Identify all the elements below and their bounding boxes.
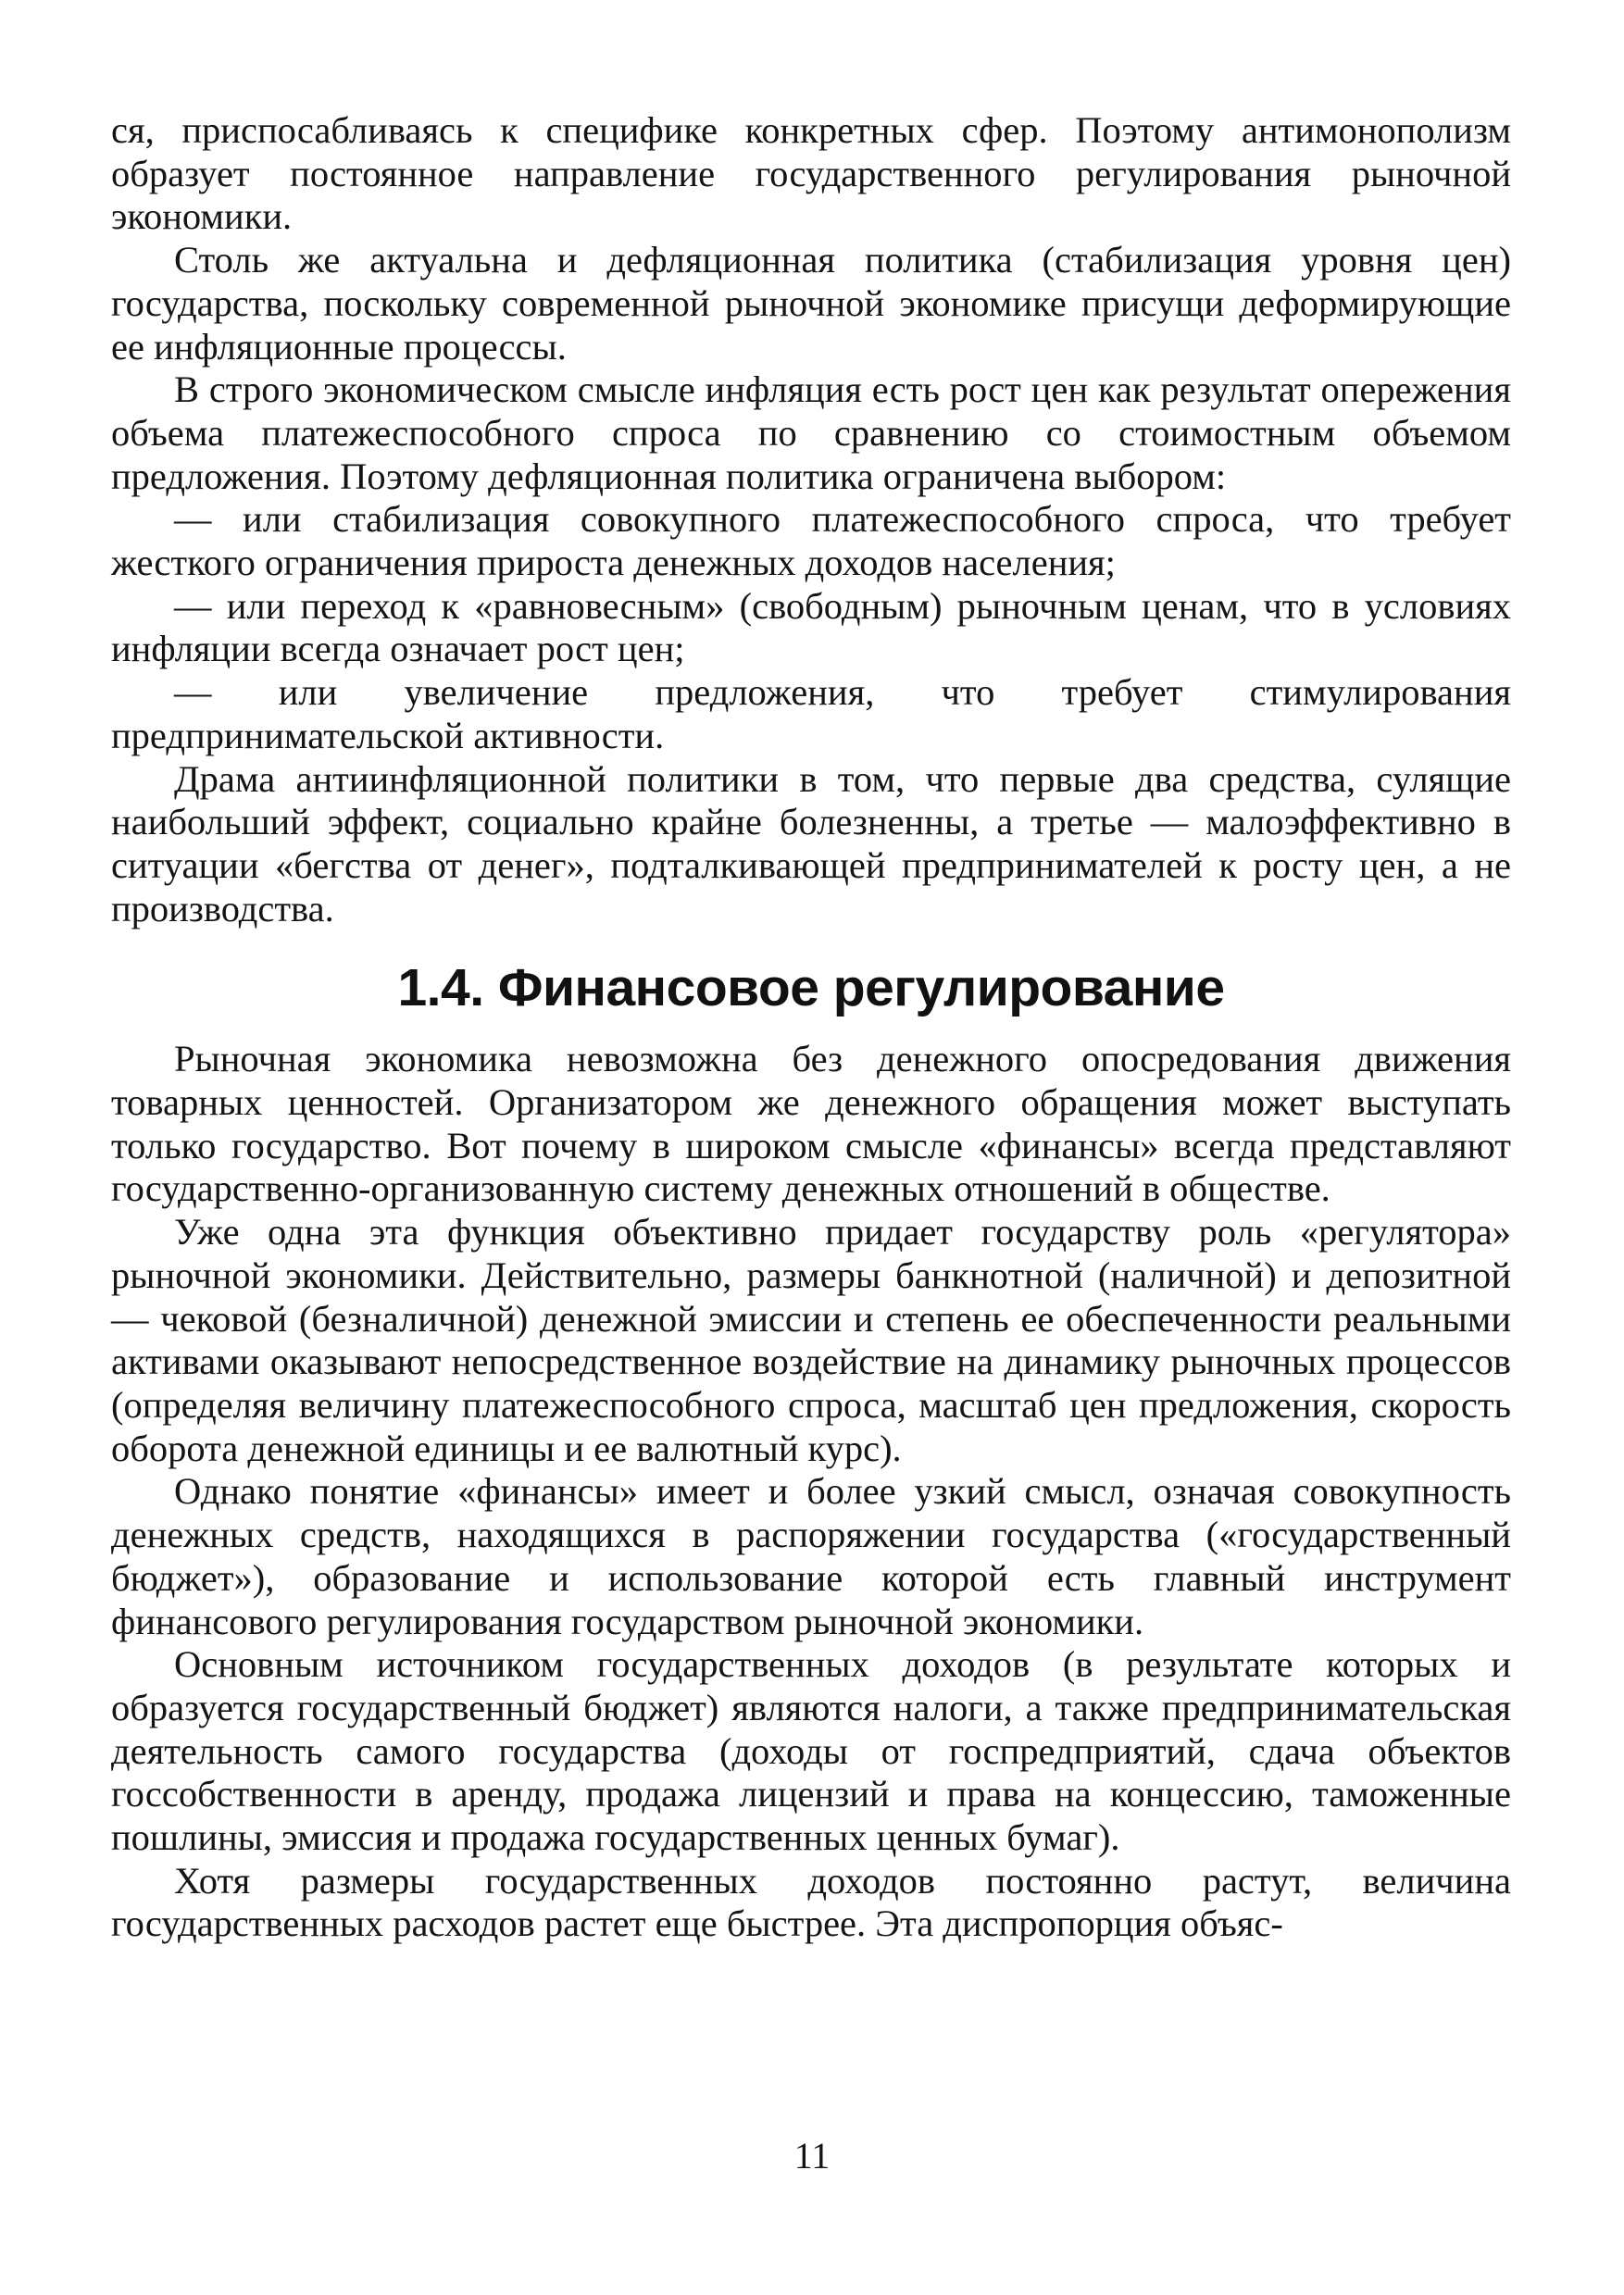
paragraph: В строго экономическом смысле инфляция есть рост цен как результат опережения объема платежеспособного спроса по сравнению со стоимостным объемом предложения. Поэтому дефляционная политика ограничена выбором: [111,368,1511,497]
paragraph: Рыночная экономика невозможна без денежного опосредования движения товарных ценностей. Организатором же денежного обращения может выступать только государство. Вот почему в широком смысле «финансы» всегда представляют государственно-организованную систему денежных отношений в обществе. [111,1038,1511,1210]
list-item: — или увеличение предложения, что требует стимулирования предпринимательской активности. [111,671,1511,756]
list-item: — или переход к «равновесным» (свободным) рыночным ценам, что в условиях инфляции всегда означает рост цен; [111,584,1511,670]
paragraph: Столь же актуальна и дефляционная политика (стабилизация уровня цен) государства, поскольку современной рыночной экономике присущи деформирующие ее инфляционные процессы. [111,239,1511,368]
paragraph: Основным источником государственных доходов (в результате которых и образуется государственный бюджет) являются налоги, а также предпринимательская деятельность самого государства (доходы от госпредприятий, сдача объектов госсобственности в аренду, продажа лицензий и права на концессию, таможенные пошлины, эмиссия и продажа государственных ценных бумаг). [111,1643,1511,1859]
paragraph: Однако понятие «финансы» имеет и более узкий смысл, означая совокупность денежных средств, находящихся в распоряжении государства («государственный бюджет»), образование и использование которой есть главный инструмент финансового регулирования государством рыночной экономики. [111,1470,1511,1642]
paragraph: Драма антиинфляционной политики в том, что первые два средства, сулящие наибольший эффект, социально крайне болезненны, а третье — малоэффективно в ситуации «бегства от денег», подталкивающей предпринимателей к росту цен, а не производства. [111,757,1511,929]
section-heading: 1.4. Финансовое регулирование [397,958,1225,1018]
paragraph: Уже одна эта функция объективно придает государству роль «регулятора» рыночной экономики. Действительно, размеры банкнотной (наличной) и депозитной — чековой (безналичной) денежной эмиссии и степень ее обеспеченности реальными активами оказывают непосредственное воздействие на динамику рыночных процессов (определяя величину платежеспособного спроса, масштаб цен предложения, скорость оборота денежной единицы и ее валютный курс). [111,1211,1511,1469]
paragraph: ся, приспосабливаясь к специфике конкретных сфер. Поэтому антимонополизм образует постоянное направление государственного регулирования рыночной экономики. [111,109,1511,238]
page-body [111,109,1511,1946]
paragraph: Хотя размеры государственных доходов постоянно растут, величина государственных расходов растет еще быстрее. Эта диспропорция объяс- [111,1859,1511,1945]
list-item: — или стабилизация совокупного платежеспособного спроса, что требует жесткого ограничения прироста денежных доходов населения; [111,498,1511,584]
page-number: 11 [793,2135,831,2177]
